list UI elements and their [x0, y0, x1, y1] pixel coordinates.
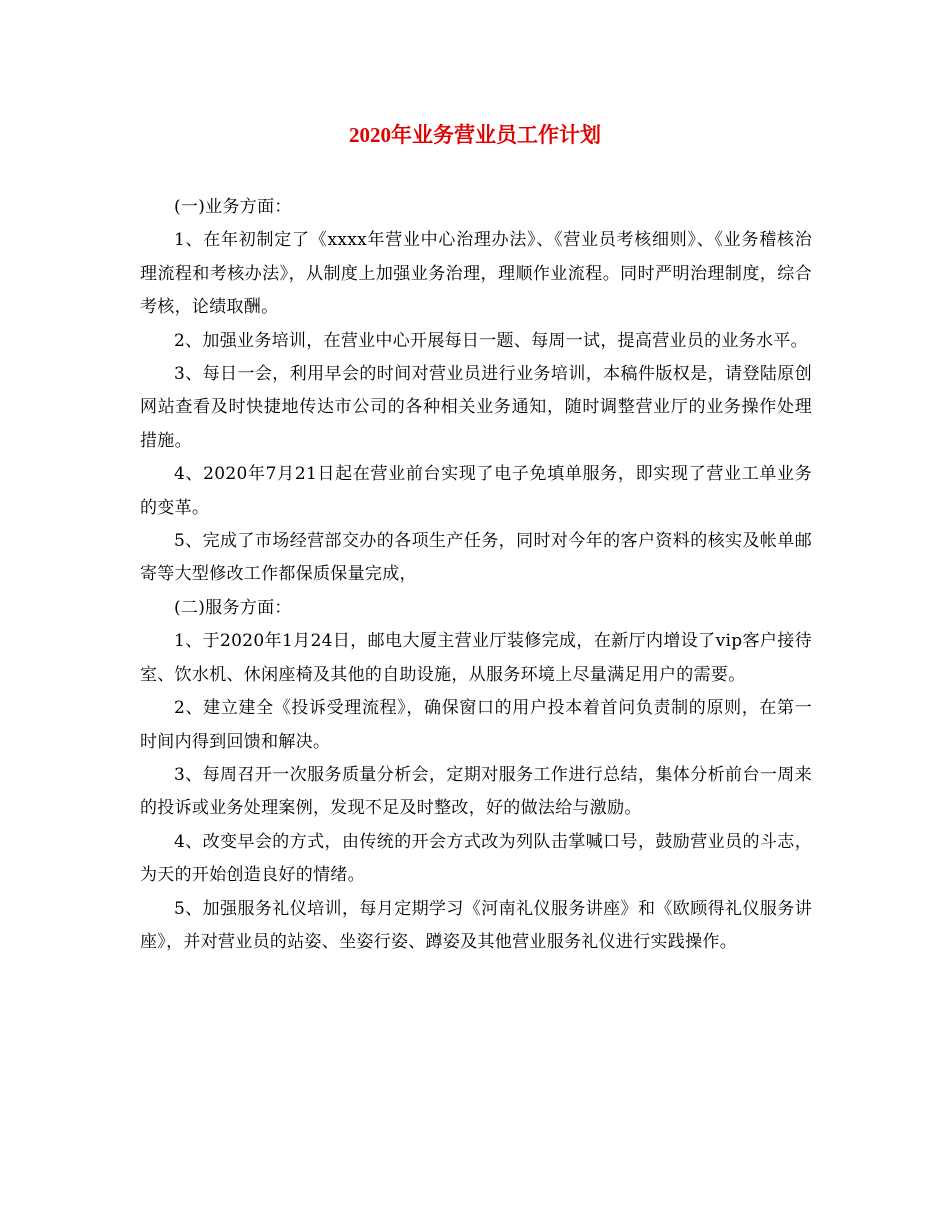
paragraph: 1、于2020年1月24日，邮电大厦主营业厅装修完成，在新厅内增设了vip客户接待室、饮水机、休闲座椅及其他的自助设施，从服务环境上尽量满足用户的需要。: [140, 631, 812, 685]
paragraph: 2、加强业务培训，在营业中心开展每日一题、每周一试，提高营业员的业务水平。: [174, 330, 808, 351]
paragraph: 2、建立建全《投诉受理流程》，确保窗口的用户投本着首问负责制的原则，在第一时间内得到回馈和解决。: [140, 698, 812, 752]
paragraph: 3、每日一会，利用早会的时间对营业员进行业务培训，本稿件版权是，请登陆原创网站查看及时快捷地传达市公司的各种相关业务通知，随时调整营业厅的业务操作处理措施。: [140, 364, 812, 451]
paragraph: 5、完成了市场经营部交办的各项生产任务，同时对今年的客户资料的核实及帐单邮寄等大型修改工作都保质保量完成，: [140, 531, 812, 585]
paragraph: 4、改变早会的方式，由传统的开会方式改为列队击掌喊口号，鼓励营业员的斗志，为天的开始创造良好的情绪。: [140, 831, 812, 886]
paragraph: 3、每周召开一次服务质量分析会，定期对服务工作进行总结，集体分析前台一周来的投诉或业务处理案例，发现不足及时整改，好的做法给与激励。: [140, 764, 812, 819]
section-heading-service: (二)服务方面：: [174, 597, 292, 618]
document-title: 2020年业务营业员工作计划: [349, 123, 601, 147]
paragraph: 4、2020年7月21日起在营业前台实现了电子免填单服务，即实现了营业工单业务的变革。: [140, 464, 812, 518]
section-heading-business: (一)业务方面：: [174, 197, 292, 217]
document-body: [140, 191, 812, 959]
paragraph: 1、在年初制定了《xxxx年营业中心治理办法》、《营业员考核细则》、《业务稽核治理流程和考核办法》，从制度上加强业务治理，理顺作业流程。同时严明治理制度，综合考核，论绩取酬。: [140, 230, 812, 318]
paragraph: 5、加强服务礼仪培训，每月定期学习《河南礼仪服务讲座》和《欧顾得礼仪服务讲座》，并对营业员的站姿、坐姿行姿、蹲姿及其他营业服务礼仪进行实践操作。: [140, 898, 812, 952]
